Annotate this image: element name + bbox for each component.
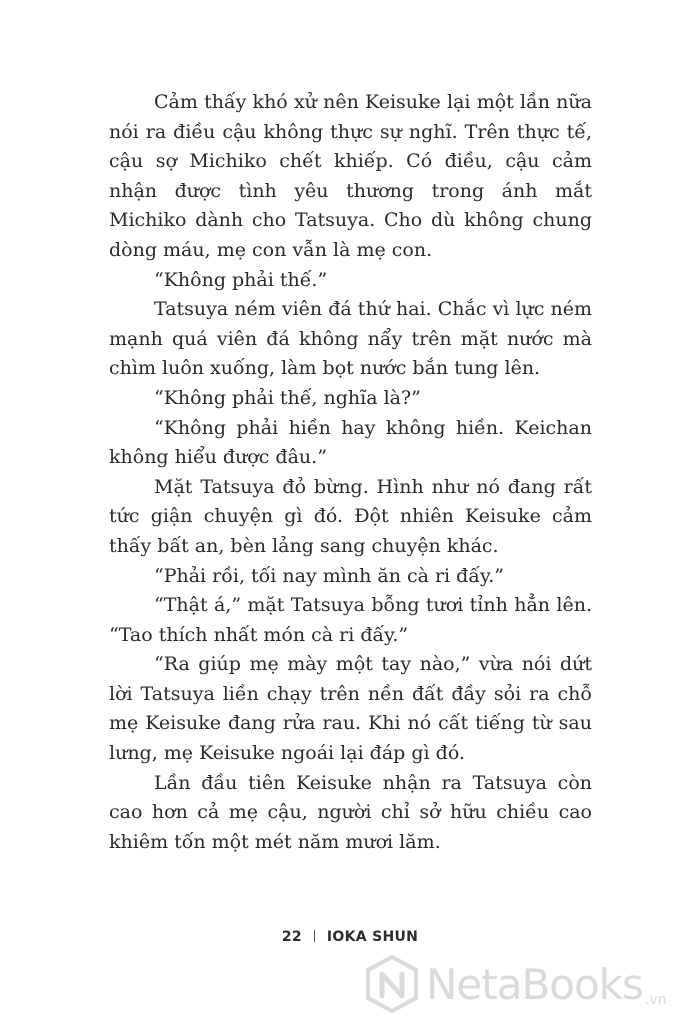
watermark-text: NetaBooks (426, 959, 643, 1009)
page-number: 22 (281, 929, 302, 945)
book-page-text (109, 88, 592, 857)
paragraph-9: “Ra giúp mẹ mày một tay nào,” vừa nói dứt lời Tatsuya liền chạy trên nền đất đầy sỏi ra chỗ mẹ Keisuke đang rửa rau. Khi nó cất tiếng từ sau lưng, mẹ Keisuke ngoái lại đáp gì đó. (109, 653, 592, 765)
netabooks-logo-icon (362, 954, 422, 1014)
paragraph-1: Cảm thấy khó xử nên Keisuke lại một lần nữa nói ra điều cậu không thực sự nghĩ. Trên thực tế, cậu sợ Michiko chết khiếp. Có điều, cậu cảm nhận được tình yêu thương trong ánh mắt Michiko dành cho Tatsuya. Cho dù không chung dòng máu, mẹ con vẫn là mẹ con. (109, 91, 592, 261)
paragraph-7: “Phải rồi, tối nay mình ăn cà ri đấy.” (154, 564, 504, 587)
paragraph-2: “Không phải thế.” (154, 268, 328, 291)
page-footer (0, 929, 700, 945)
paragraph-10: Lần đầu tiên Keisuke nhận ra Tatsuya còn cao hơn cả mẹ cậu, người chỉ sở hữu chiều cao khiêm tốn một mét năm mươi lăm. (109, 771, 592, 853)
watermark (362, 948, 666, 1020)
paragraph-8: “Thật á,” mặt Tatsuya bỗng tươi tỉnh hẳn lên. “Tao thích nhất món cà ri đấy.” (109, 594, 592, 646)
footer-divider (314, 930, 315, 942)
paragraph-5: “Không phải hiền hay không hiền. Keichan không hiểu được đâu.” (109, 416, 592, 469)
paragraph-3: Tatsuya ném viên đá thứ hai. Chắc vì lực ném mạnh quá viên đá không nẩy trên mặt nước mà chìm luôn xuống, làm bọt nước bắn tung lên. (109, 298, 592, 380)
watermark-suffix: .vn (644, 992, 667, 1008)
author-name: IOKA SHUN (326, 929, 419, 945)
paragraph-6: Mặt Tatsuya đỏ bừng. Hình như nó đang rất tức giận chuyện gì đó. Đột nhiên Keisuke cảm thấy bất an, bèn lảng sang chuyện khác. (109, 475, 592, 557)
paragraph-4: “Không phải thế, nghĩa là?” (154, 386, 421, 409)
